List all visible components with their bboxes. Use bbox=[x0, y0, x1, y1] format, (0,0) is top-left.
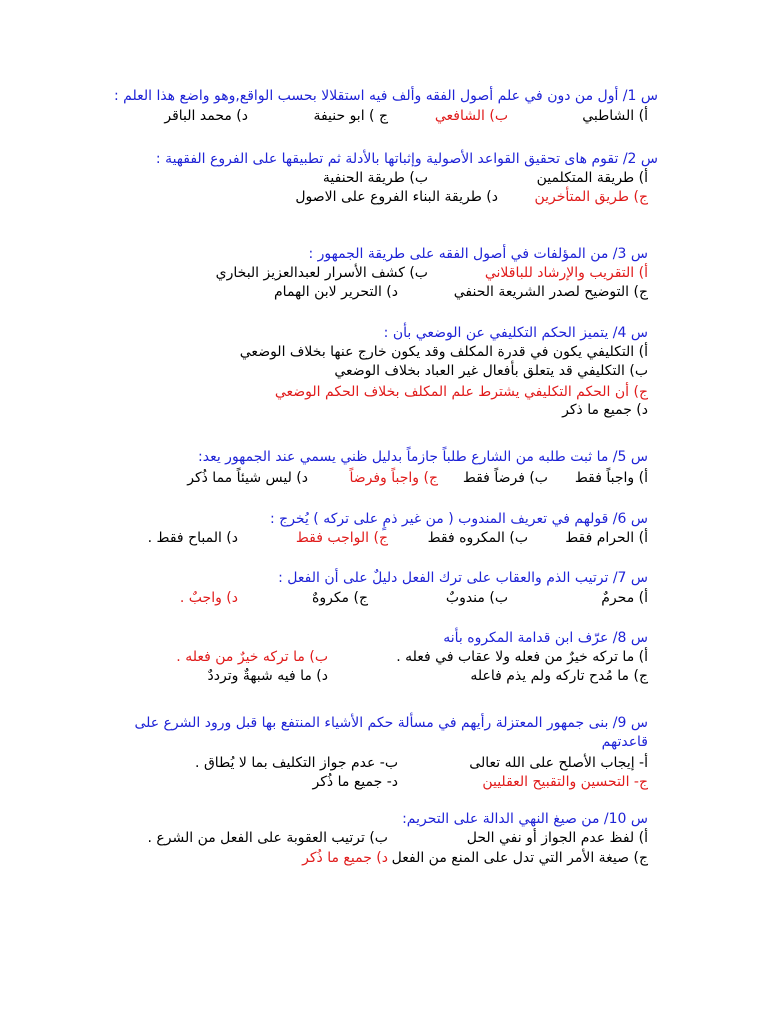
question-4: س 4/ يتميز الحكم التكليفي عن الوضعي بأن : bbox=[383, 325, 648, 341]
q9-option-b: ب- عدم جواز التكليف بما لا يُطاق . bbox=[195, 755, 398, 771]
q8-option-a: أ) ما تركه خيرٌ من فعله ولا عقاب في فعله . bbox=[396, 649, 648, 665]
q4-option-d: د) جميع ما ذكر bbox=[562, 402, 648, 418]
question-6: س 6/ قولهم في تعريف المندوب ( من غير ذمٍ على تركه ) يُخرج : bbox=[269, 511, 648, 527]
q10-option-a: أ) لفظ عدم الجواز أو نفي الحل bbox=[466, 830, 648, 846]
q1-option-b-correct: ب) الشافعي bbox=[434, 108, 508, 124]
q10-option-b: ب) ترتيب العقوبة على الفعل من الشرع . bbox=[147, 830, 388, 846]
q2-option-b: ب) طريقة الحنفية bbox=[322, 170, 428, 186]
q4-option-b: ب) التكليفي قد يتعلق بأفعال غير العباد بخلاف الوضعي bbox=[334, 363, 648, 379]
question-10: س 10/ من صيغ النهي الدالة على التحريم: bbox=[402, 811, 648, 827]
q9-option-d: د- جميع ما ذُكر bbox=[312, 774, 398, 790]
q6-option-d: د) المباح فقط . bbox=[147, 530, 238, 546]
q4-option-a: أ) التكليفي يكون في قدرة المكلف وقد يكون خارج عنها بخلاف الوضعي bbox=[239, 344, 648, 360]
q1-option-a: أ) الشاطبي bbox=[582, 108, 648, 124]
q7-option-d-correct: د) واجبٌ . bbox=[179, 590, 238, 606]
q5-option-d: د) ليس شيئاً مما ذُكر bbox=[187, 470, 308, 486]
q3-option-d: د) التحرير لابن الهمام bbox=[274, 284, 398, 300]
q5-option-c-correct: ج) واجباً وفرضاً bbox=[349, 470, 438, 486]
q5-option-b: ب) فرضاً فقط bbox=[462, 470, 548, 486]
q8-option-b-correct: ب) ما تركه خيرٌ من فعله . bbox=[176, 649, 328, 665]
question-9-continued: قاعدتهم bbox=[601, 734, 648, 750]
q5-option-a: أ) واجباً فقط bbox=[574, 470, 648, 486]
q6-option-b: ب) المكروه فقط bbox=[427, 530, 528, 546]
question-2: س 2/ تقوم هاى تحقيق القواعد الأصولية وإثباتها بالأدلة ثم تطبيقها على الفروع الفقهية : bbox=[155, 151, 658, 167]
q2-option-d: د) طريقة البناء الفروع على الاصول bbox=[295, 189, 498, 205]
q10-option-c: ج) صيغة الأمر التي تدل على المنع من الفعل bbox=[391, 850, 648, 866]
question-9: س 9/ بنى جمهور المعتزلة رأيهم في مسألة حكم الأشياء المنتفع بها قبل ورود الشرع على bbox=[134, 715, 648, 731]
q8-option-d: د) ما فيه شبهةٌ وترددٌ bbox=[207, 668, 328, 684]
q7-option-c: ج) مكروهٌ bbox=[312, 590, 368, 606]
q8-option-c: ج) ما مُدح تاركه ولم يذم فاعله bbox=[470, 668, 648, 684]
q2-option-c-correct: ج) طريق المتأخرين bbox=[534, 189, 648, 205]
q7-option-a: أ) محرمٌ bbox=[601, 590, 648, 606]
question-8: س 8/ عرّف ابن قدامة المكروه بأنه bbox=[443, 630, 648, 646]
q9-option-a: أ- إيجاب الأصلح على الله تعالى bbox=[469, 755, 648, 771]
question-7: س 7/ ترتيب الذم والعقاب على ترك الفعل دليلٌ على أن الفعل : bbox=[278, 570, 648, 586]
question-5: س 5/ ما ثبت طلبه من الشارع طلباً جازماً بدليل ظني يسمي عند الجمهور يعد: bbox=[198, 449, 648, 465]
q4-option-c-correct: ج) أن الحكم التكليفي يشترط علم المكلف بخلاف الحكم الوضعي bbox=[274, 384, 648, 400]
question-3: س 3/ من المؤلفات في أصول الفقه على طريقة الجمهور : bbox=[308, 246, 648, 262]
q6-option-a: أ) الحرام فقط bbox=[565, 530, 648, 546]
q6-option-c-correct: ج) الواجب فقط bbox=[295, 530, 388, 546]
q1-option-c: ج ) ابو حنيفة bbox=[313, 108, 388, 124]
q3-option-b: ب) كشف الأسرار لعبدالعزيز البخاري bbox=[215, 265, 428, 281]
q2-option-a: أ) طريقة المتكلمين bbox=[536, 170, 648, 186]
q1-option-d: د) محمد الباقر bbox=[164, 108, 248, 124]
q9-option-c-correct: ج- التحسين والتقبيح العقليين bbox=[482, 774, 648, 790]
q7-option-b: ب) مندوبٌ bbox=[445, 590, 508, 606]
question-1: س 1/ أول من دون في علم أصول الفقه وألف فيه استقلالا بحسب الواقع,وهو واضع هذا العلم : bbox=[113, 88, 658, 104]
q10-option-d-correct: د) جميع ما ذُكر bbox=[302, 850, 388, 866]
q3-option-a-correct: أ) التقريب والإرشاد للباقلاني bbox=[484, 265, 648, 281]
q3-option-c: ج) التوضيح لصدر الشريعة الحنفي bbox=[453, 284, 648, 300]
